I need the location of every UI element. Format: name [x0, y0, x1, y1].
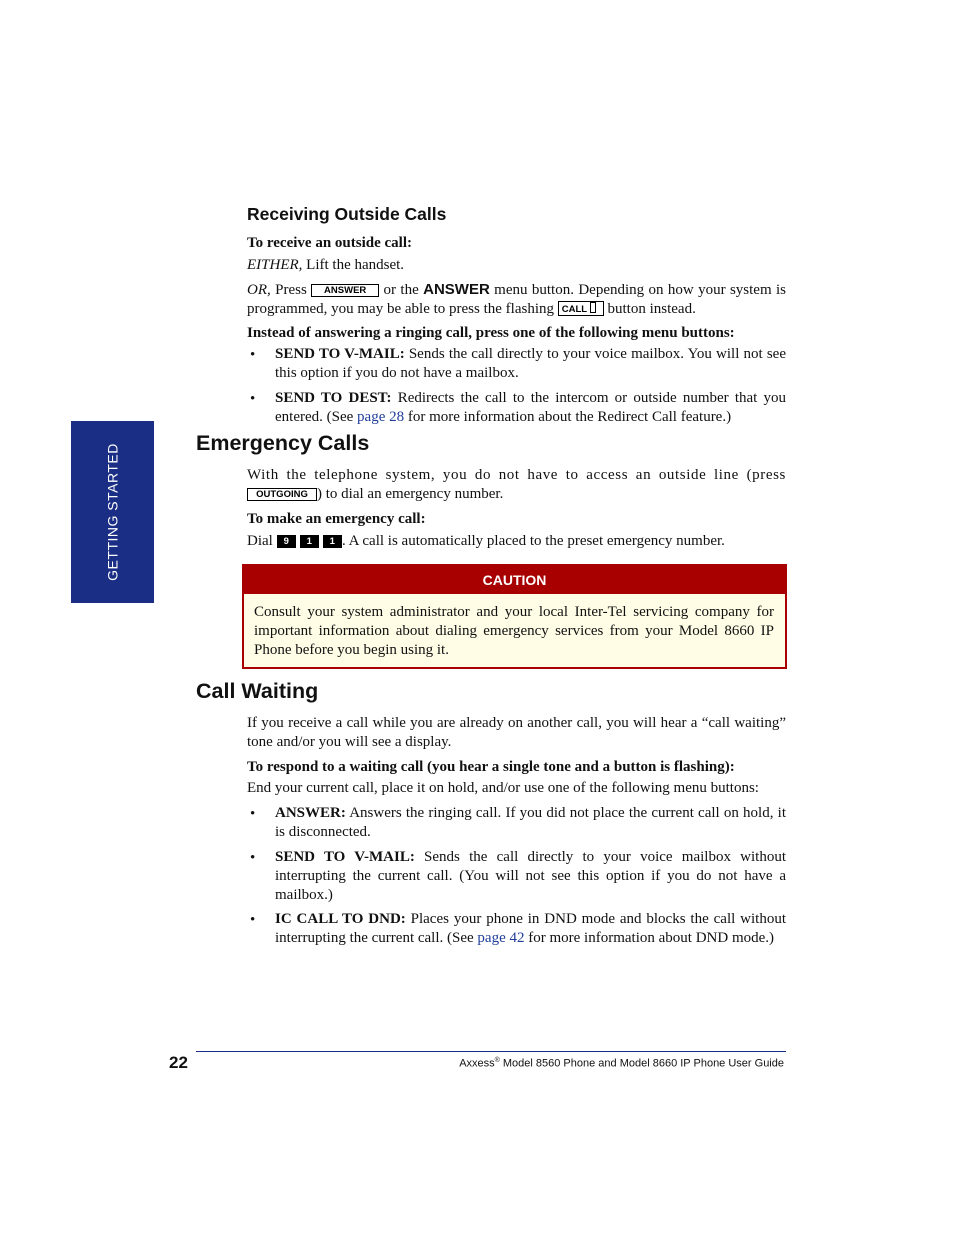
waiting-procedure-title: To respond to a waiting call (you hear a single tone and a button is flashing):: [247, 759, 735, 775]
list-item: [275, 345, 786, 383]
bullet-text: Answers the ringing call. If you did not place the current call on hold, it is disconnected.: [275, 805, 786, 840]
registered-mark: ®: [494, 1057, 500, 1064]
answer-menu-label: ANSWER: [423, 281, 490, 298]
emergency-heading: Emergency Calls: [196, 431, 370, 455]
bullet-dot: •: [250, 912, 256, 928]
bullet-text: Places your phone in DND mode and blocks the call without interrupting the current call. (See: [275, 911, 786, 946]
emergency-procedure-title: To make an emergency call:: [247, 511, 426, 527]
bullet-term: ANSWER:: [275, 805, 346, 821]
either-label: EITHER,: [247, 257, 303, 273]
footer-title: [459, 1054, 784, 1071]
or-end: button instead.: [603, 301, 696, 317]
footer-rule: [196, 1051, 786, 1052]
waiting-intro: If you receive a call while you are already on another call, you will hear a “call waiting” tone and/or you will see a display.: [247, 715, 786, 750]
or-label: OR,: [247, 282, 271, 298]
or-post: menu button. Depending on how your system is programmed, you may be able to press the flashing: [247, 282, 787, 317]
caution-title: CAUTION: [244, 566, 785, 594]
bullet-term: IC CALL TO DND:: [275, 911, 406, 927]
or-mid: or the: [379, 282, 424, 298]
section-side-tab: [71, 421, 154, 603]
receiving-or-paragraph: [247, 280, 786, 319]
footer-brand: Axxess: [459, 1057, 495, 1070]
bullet-term: SEND TO DEST:: [275, 390, 392, 406]
bullet-dot: •: [250, 391, 256, 407]
footer-guide-title: Model 8560 Phone and Model 8660 IP Phone User Guide: [499, 1057, 784, 1070]
waiting-end-current: End your current call, place it on hold, and/or use one of the following menu buttons:: [247, 780, 759, 796]
list-item: [275, 910, 786, 948]
emergency-dial-line: [247, 532, 786, 551]
page-42-link[interactable]: page 42: [477, 930, 525, 946]
call-key: CALL: [558, 301, 604, 316]
section-side-tab-label: GETTING STARTED: [104, 443, 120, 581]
caution-box: [242, 564, 787, 669]
emergency-intro-post: ) to dial an emergency number.: [317, 486, 504, 502]
list-item: [275, 804, 786, 842]
bullet-term: SEND TO V-MAIL:: [275, 849, 415, 865]
bullet-text-after: for more information about the Redirect Call feature.): [404, 409, 732, 425]
bullet-text: Redirects the call to the intercom or outside number that you entered. (See: [275, 390, 786, 425]
key-1: 1: [300, 535, 319, 548]
receiving-either-line: [247, 256, 786, 275]
bullet-dot: •: [250, 806, 256, 822]
list-item: [275, 848, 786, 905]
bullet-dot: •: [250, 347, 256, 363]
emergency-intro: [247, 466, 786, 504]
page-28-link[interactable]: page 28: [357, 409, 405, 425]
receiving-heading: Receiving Outside Calls: [247, 204, 447, 224]
or-pre: Press: [270, 282, 312, 298]
emergency-intro-pre: With the telephone system, you do not have to access an outside line (press: [247, 467, 786, 483]
receiving-procedure-title: To receive an outside call:: [247, 235, 412, 251]
instead-title: Instead of answering a ringing call, press one of the following menu buttons:: [247, 325, 735, 341]
bullet-text: Sends the call directly to your voice mailbox. You will not see this option if you do not have a mailbox.: [275, 346, 786, 381]
key-1: 1: [323, 535, 342, 548]
page-number: 22: [169, 1053, 188, 1072]
bullet-term: SEND TO V-MAIL:: [275, 346, 405, 362]
bullet-text: Sends the call directly to your voice mailbox without interrupting the current call. (You will not see this option if you do not have a mailbox.): [275, 849, 786, 903]
waiting-heading: Call Waiting: [196, 679, 319, 703]
either-text: Lift the handset.: [302, 257, 405, 273]
bullet-text-after: for more information about DND mode.): [524, 930, 775, 946]
dial-label: Dial: [247, 533, 277, 549]
answer-key: ANSWER: [311, 284, 379, 297]
dial-post: . A call is automatically placed to the preset emergency number.: [341, 533, 725, 549]
caution-text: Consult your system administrator and your local Inter-Tel servicing company for important information about dialing emergency services from your Model 8660 IP Phone before you begin using it.: [254, 604, 774, 658]
bullet-dot: •: [250, 850, 256, 866]
list-item: [275, 389, 786, 427]
outgoing-key: OUTGOING: [247, 488, 317, 501]
key-9: 9: [277, 535, 296, 548]
